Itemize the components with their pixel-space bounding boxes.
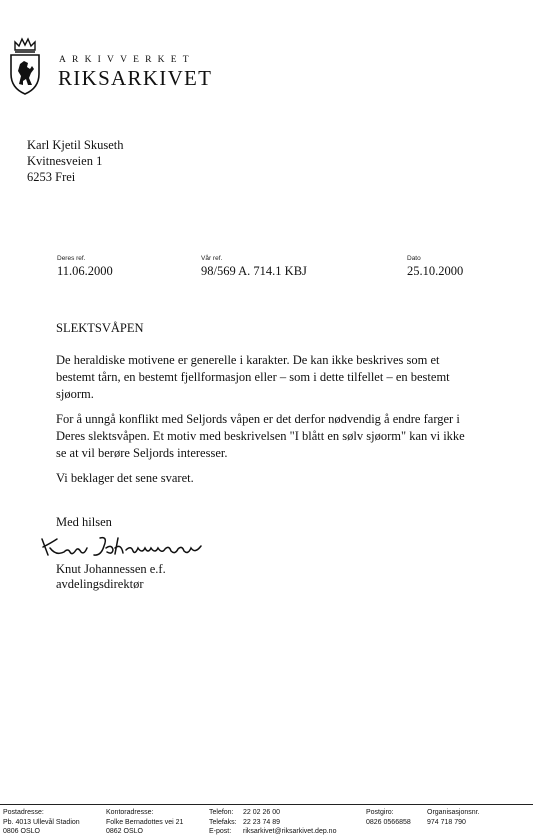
- footer-org-label: Organisasjonsnr.: [427, 809, 480, 816]
- footer-giro-label: Postgiro:: [366, 809, 394, 816]
- handwritten-signature: [38, 534, 208, 560]
- footer-org-value: 974 718 790: [427, 819, 466, 826]
- footer-office-label: Kontoradresse:: [106, 809, 154, 816]
- closing: Med hilsen: [56, 515, 112, 529]
- subject-line: SLEKTSVÅPEN: [56, 321, 144, 335]
- recipient-name: Karl Kjetil Skuseth: [27, 138, 124, 152]
- paragraph-2: For å unngå konflikt med Seljords våpen er det derfor nødvendig å endre farger i Deres slektsvåpen. Et motiv med beskrivelsen "I blått en sølv sjøorm" kan vi ikke se at vil berøre Seljords interesser.: [56, 412, 465, 460]
- date-label: Dato: [407, 255, 421, 262]
- org-name-small: ARKIVVERKET: [59, 55, 195, 65]
- footer-fax-value: 22 23 74 89: [243, 819, 280, 826]
- footer-giro-value: 0826 0566858: [366, 819, 411, 826]
- footer-postal-line1: Pb. 4013 Ullevål Stadion: [3, 819, 80, 826]
- footer-office-line2: 0862 OSLO: [106, 828, 143, 835]
- footer-phone-label: Telefon:: [209, 809, 234, 816]
- your-ref-label: Deres ref.: [57, 255, 86, 262]
- footer-postal-label: Postadresse:: [3, 809, 44, 816]
- footer-divider: [0, 804, 533, 805]
- footer-postal-line2: 0806 OSLO: [3, 828, 40, 835]
- date-value: 25.10.2000: [407, 264, 464, 278]
- footer-fax-label: Telefaks:: [209, 819, 237, 826]
- footer-phone-value: 22 02 26 00: [243, 809, 280, 816]
- our-ref-label: Vår ref.: [201, 255, 223, 262]
- recipient-street: Kvitnesveien 1: [27, 154, 103, 168]
- coat-of-arms-icon: [8, 36, 42, 96]
- footer-email-value: riksarkivet@riksarkivet.dep.no: [243, 828, 337, 835]
- paragraph-3: Vi beklager det sene svaret.: [56, 471, 194, 485]
- paragraph-1: De heraldiske motivene er generelle i karakter. De kan ikke beskrives som et bestemt tårn, en bestemt fjellformasjon eller – som i dette tilfellet – en bestemt sjøorm.: [56, 353, 450, 401]
- our-ref-value: 98/569 A. 714.1 KBJ: [201, 264, 307, 278]
- footer-email-label: E-post:: [209, 828, 232, 835]
- org-name-large: RIKSARKIVET: [58, 66, 213, 90]
- signer-name: Knut Johannessen e.f.: [56, 562, 166, 576]
- signer-title: avdelingsdirektør: [56, 577, 144, 591]
- your-ref-value: 11.06.2000: [57, 264, 113, 278]
- footer-office-line1: Folke Bernadottes vei 21: [106, 819, 184, 826]
- recipient-postal: 6253 Frei: [27, 170, 76, 184]
